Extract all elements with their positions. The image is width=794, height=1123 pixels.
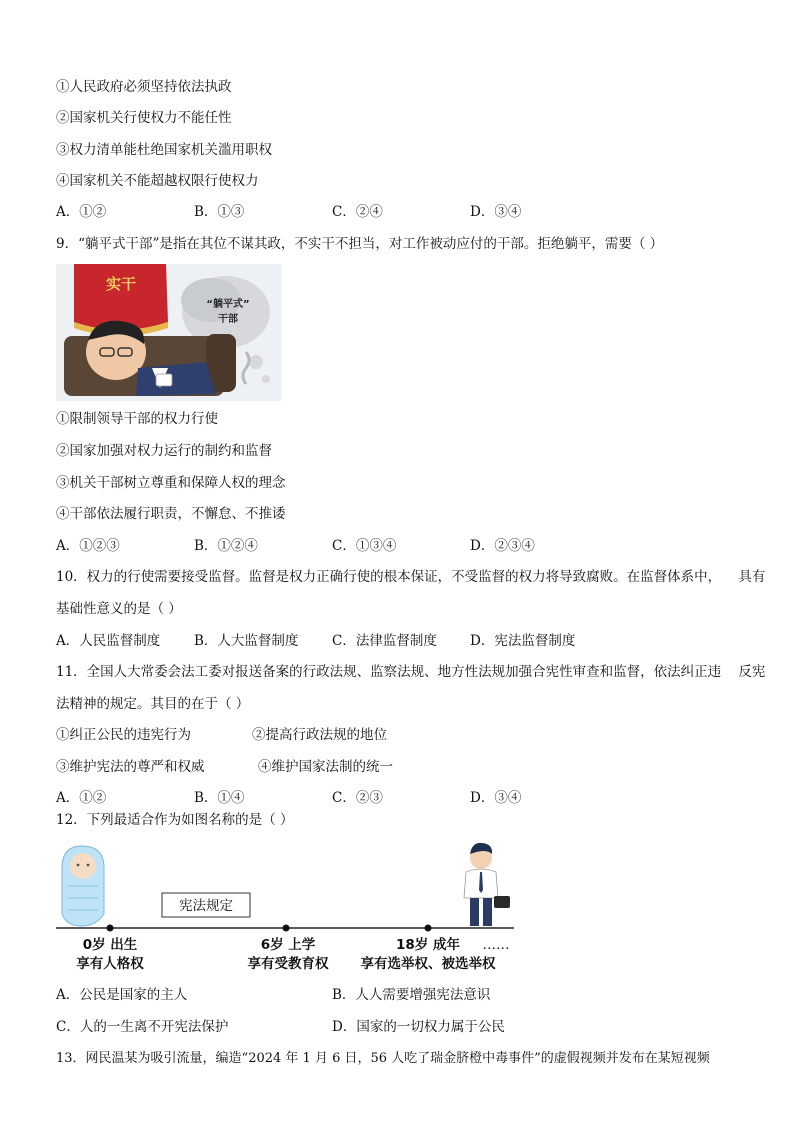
q11-option-b: B．①④	[194, 790, 245, 806]
q9-option-c: C．①③④	[332, 538, 397, 554]
q8-item-4: ④国家机关不能超越权限行使权力	[56, 173, 259, 189]
q8-option-a: A．①②	[56, 204, 107, 220]
q10-option-b: B．人大监督制度	[194, 633, 299, 649]
q9-item-3: ③机关干部树立尊重和保障人权的理念	[56, 475, 286, 491]
q9-stem: 9．“躺平式干部”是指在其位不谋其政，不实干不担当，对工作被动应付的干部。拒绝躺平，需要（ ）	[56, 236, 664, 252]
q10-stem-line2: 基础性意义的是（ ）	[56, 601, 182, 617]
q11-item-3: ③维护宪法的尊严和权威	[56, 759, 205, 775]
timeline-point-label-bottom: 享有人格权	[76, 956, 144, 972]
timeline-box-label: 宪法规定	[179, 898, 233, 914]
q12-option-d: D．国家的一切权力属于公民	[332, 1019, 505, 1035]
q8-item-2: ②国家机关行使权力不能任性	[56, 110, 232, 126]
q10-option-a: A．人民监督制度	[56, 633, 161, 649]
q12-stem: 12．下列最适合作为如图名称的是（ ）	[56, 812, 294, 828]
q10-option-d: D．宪法监督制度	[470, 633, 576, 649]
q10-stem-line1: 10．权力的行使需要接受监督。监督是权力正确行使的根本保证，不受监督的权力将导致腐败。在监督体系中， 具有	[56, 569, 766, 585]
q13-stem: 13．网民温某为吸引流量，编造“2024 年 1 月 6 日，56 人吃了瑞金脐橙中毒事件”的虚假视频并发布在某短视频	[56, 1051, 710, 1066]
q11-item-1: ①纠正公民的违宪行为	[56, 727, 191, 743]
businessman-icon	[464, 843, 510, 926]
q12-option-a: A．公民是国家的主人	[56, 987, 188, 1003]
constitution-rights-timeline	[56, 836, 526, 976]
q8-item-1: ①人民政府必须坚持依法执政	[56, 79, 232, 95]
bubble-text-line1: “躺平式”	[206, 299, 250, 310]
q10-option-c: C．法律监督制度	[332, 633, 437, 649]
q8-option-d: D．③④	[470, 204, 522, 220]
timeline-point-birth	[107, 925, 114, 932]
timeline-point-label-top: 6岁 上学	[260, 937, 316, 953]
q9-item-1: ①限制领导干部的权力行使	[56, 411, 218, 427]
q12-option-b: B．人人需要增强宪法意识	[332, 987, 491, 1003]
q8-option-c: C．②④	[332, 204, 383, 220]
q8-item-3: ③权力清单能杜绝国家机关滥用职权	[56, 142, 272, 158]
q9-item-2: ②国家加强对权力运行的制约和监督	[56, 443, 272, 459]
baby-icon	[62, 846, 104, 926]
q11-item-2: ②提高行政法规的地位	[252, 727, 387, 743]
q11-stem-line1: 11．全国人大常委会法工委对报送备案的行政法规、监察法规、地方性法规加强合宪性审查和监督，依法纠正违 反宪	[56, 664, 766, 680]
q11-option-c: C．②③	[332, 790, 383, 806]
timeline-point-label-bottom: 享有受教育权	[247, 956, 329, 972]
q11-stem-line2: 法精神的规定。其目的在于（ ）	[56, 696, 250, 712]
bubble-text-line2: 干部	[218, 314, 238, 325]
timeline-point-label-top: 0岁 出生	[82, 937, 138, 953]
lying-flat-cadre-cartoon	[56, 264, 282, 401]
q9-option-b: B．①②④	[194, 538, 258, 554]
q9-option-a: A．①②③	[56, 538, 120, 554]
timeline-point-school	[283, 925, 290, 932]
timeline-point-label-bottom: 享有选举权、被选举权	[360, 956, 496, 972]
q11-option-d: D．③④	[470, 790, 522, 806]
timeline-ellipsis: ……	[482, 937, 510, 953]
banner-text: 实干	[105, 275, 137, 293]
q8-option-b: B．①③	[194, 204, 245, 220]
q9-item-4: ④干部依法履行职责，不懈怠、不推诿	[56, 506, 286, 522]
q9-option-d: D．②③④	[470, 538, 535, 554]
q12-option-c: C．人的一生离不开宪法保护	[56, 1019, 229, 1035]
q11-item-4: ④维护国家法制的统一	[258, 759, 393, 775]
q11-option-a: A．①②	[56, 790, 107, 806]
timeline-point-adult	[425, 925, 432, 932]
timeline-point-label-top: 18岁 成年	[396, 937, 460, 953]
